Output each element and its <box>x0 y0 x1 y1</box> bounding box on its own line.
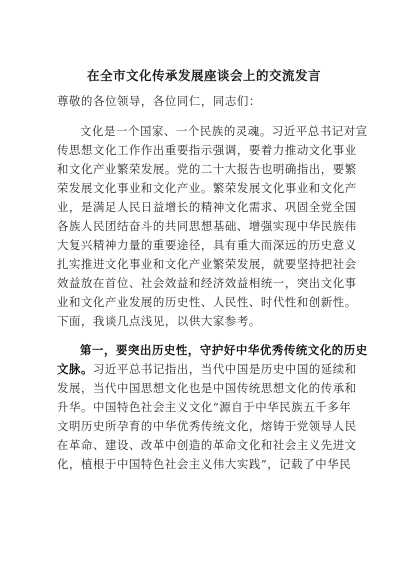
paragraph-line: 荣发展文化事业和文化产业。繁荣发展文化事业和文化产 <box>57 181 357 195</box>
paragraph-line: 和文化产业繁荣发展。党的二十大报告也明确指出，要繁 <box>57 162 357 176</box>
paragraph-line: 各族人民团结奋斗的共同思想基础、增强实现中华民族伟 <box>57 219 357 233</box>
paragraph-line: 下面，我谈几点浅见，以供大家参考。 <box>57 314 261 328</box>
section-heading-line2 <box>57 362 357 376</box>
paragraph-line: 扎实推进文化事业和文化产业繁荣发展，就要坚持把社会 <box>57 257 357 271</box>
section-heading-continued: 文脉。 <box>57 362 93 376</box>
paragraph-line: 业和文化产业发展的历史性、人民性、时代性和创新性。 <box>57 295 357 309</box>
paragraph-line: 传思想文化工作作出重要指示强调，要着力推动文化事业 <box>57 143 357 157</box>
paragraph-line: 化，植根于中国特色社会主义伟大实践”，记载了中华民 <box>57 457 352 471</box>
section-text-start: 习近平总书记指出，当代中国是历史中国的延续和 <box>92 362 357 376</box>
paragraph-line: 效益放在首位、社会效益和经济效益相统一，突出文化事 <box>57 276 357 290</box>
paragraph-line: 大复兴精神力量的重要途径，具有重大而深远的历史意义 <box>57 238 357 252</box>
paragraph-line: 文明历史所孕育的中华优秀传统文化，熔铸于党领导人民 <box>57 419 357 433</box>
salutation: 尊敬的各位领导，各位同仁，同志们： <box>57 94 261 108</box>
paragraph-line: 业，是满足人民日益增长的精神文化需求、巩固全党全国 <box>57 200 357 214</box>
paragraph-line: 在革命、建设、改革中创造的革命文化和社会主义先进文 <box>57 438 357 452</box>
paragraph-line: 发展，当代中国思想文化也是中国传统思想文化的传承和 <box>57 381 357 395</box>
paragraph-line: 升华。中国特色社会主义文化“源自于中华民族五千多年 <box>57 400 352 414</box>
document-title: 在全市文化传承发展座谈会上的交流发言 <box>86 68 321 83</box>
paragraph-line: 文化是一个国家、一个民族的灵魂。习近平总书记对宣 <box>80 124 368 138</box>
section-heading: 第一，要突出历史性，守护好中华优秀传统文化的历史 <box>80 343 368 357</box>
